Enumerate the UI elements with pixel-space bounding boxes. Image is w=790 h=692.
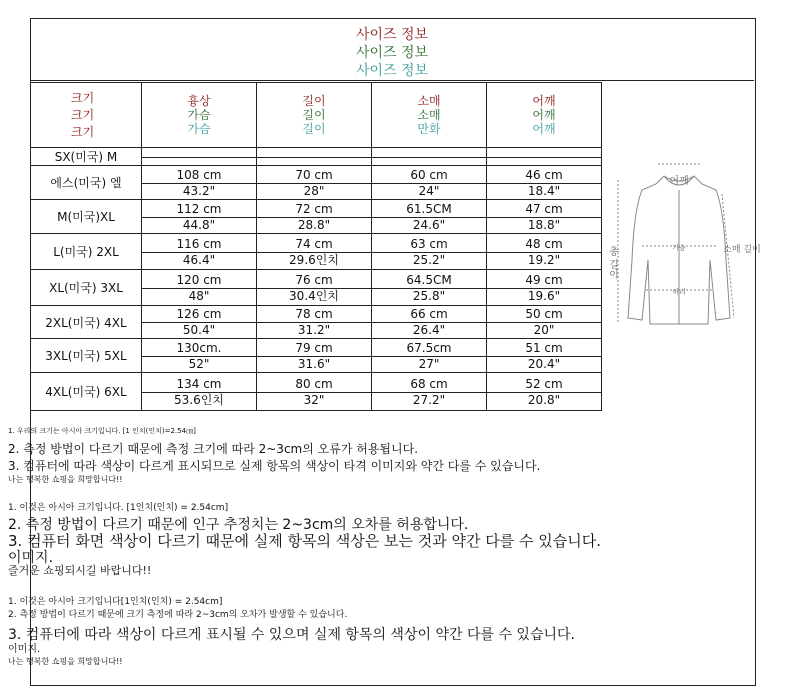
cell-sleeve [372,306,487,339]
diagram-sleeve-label: 소매 길이 [723,245,761,255]
row-size-label: 4XL(미국) 6XL [31,373,142,411]
cell-shoulder-cm: 50 cm [525,307,563,321]
cell-chest-cm: 108 cm [176,167,222,182]
row-size-label: 에스(미국) 엘 [31,166,142,200]
diagram-length-label: 총 길이 [606,246,618,280]
cell-shoulder [487,166,602,200]
cell-sleeve [372,166,487,200]
cell-sleeve-cm: 64.5CM [406,272,452,287]
cell-length-inch: 29.6인치 [257,252,371,267]
cell-shoulder-cm: 47 cm [525,201,563,216]
cell-sleeve-cm: 63 cm [410,236,448,251]
title-block [30,18,754,81]
cell-length-cm: 74 cm [295,236,333,251]
cell-sleeve-inch: 27" [372,356,486,371]
cell-sleeve [372,339,487,373]
cell-length-cm: 70 cm [295,167,333,182]
cell-shoulder-inch: 19.2" [487,252,601,267]
cell-shoulder-cm: 48 cm [525,236,563,251]
header-shoulder [487,83,602,148]
cell-chest-cm: 134 cm [176,376,222,391]
cell-length-inch: 31.6" [257,356,371,371]
cell-length [257,306,372,339]
title-line-2: 사이즈 정보 [355,45,429,61]
cell-length-cm: 78 cm [295,307,333,321]
row-size-label: 2XL(미국) 4XL [31,306,142,339]
cell-shoulder-cm: 51 cm [525,340,563,355]
header-sleeve-l1: 소매 [417,94,441,108]
table-row [31,148,602,166]
cell-chest [142,270,257,306]
cell-chest-cm: 130cm. [176,340,222,355]
header-chest-l3: 가슴 [187,122,211,136]
cell-shoulder-inch [487,157,601,158]
note-line: 2. 측정 방법이 다르기 때문에 측정 크기에 따라 2~3cm의 오류가 허용됩니다. [8,442,419,456]
note-line: 3. 컴퓨터에 따라 색상이 다르게 표시될 수 있으며 실제 항목의 색상이 약간 다를 수 있습니다. [8,627,575,643]
cell-shoulder-cm: 49 cm [525,272,563,287]
title-line-3: 사이즈 정보 [355,63,429,79]
cell-sleeve [372,234,487,270]
cell-sleeve-inch: 24" [372,183,486,198]
cell-length-cm: 72 cm [295,201,333,216]
cell-chest-inch: 52" [142,356,256,371]
cell-length [257,234,372,270]
cell-sleeve [372,373,487,411]
cell-length [257,200,372,234]
title-line-1: 사이즈 정보 [355,27,429,43]
cell-sleeve-inch: 26.4" [372,322,486,337]
cell-chest-inch: 48" [142,288,256,303]
header-length [257,83,372,148]
header-size [31,83,142,148]
note-line: 1. 우리의 크기는 아시아 크기입니다. [1 인치(인치)=2.54㎝] [8,427,196,435]
header-chest-l1: 흉상 [187,94,211,108]
cell-chest [142,306,257,339]
cell-shoulder [487,270,602,306]
note-line: 2. 측정 방법이 다르기 때문에 크기 측정에 따라 2~3cm의 오차가 발생할 수 있습니다. [8,610,348,620]
header-length-l3: 길이 [302,122,326,136]
cell-sleeve-cm: 61.5CM [406,201,452,216]
cell-length-cm: 79 cm [295,340,333,355]
header-shoulder-l3: 어깨 [532,122,556,136]
cell-shoulder-inch: 19.6" [487,288,601,303]
note-line: 3. 컴퓨터에 따라 색상이 다르게 표시되므로 실제 항목의 색상이 타격 이미지와 약간 다를 수 있습니다. [8,459,541,473]
cell-chest [142,339,257,373]
cell-chest [142,373,257,411]
cell-chest-inch: 43.2" [142,183,256,198]
cell-length [257,270,372,306]
cell-shoulder [487,234,602,270]
cell-shoulder-inch: 18.8" [487,217,601,232]
diagram-shoulder-label: 어깨 [669,176,689,187]
header-sleeve [372,83,487,148]
table-row [31,234,602,270]
table-row [31,306,602,339]
note-line: 나는 행복한 쇼핑을 희망합니다!! [8,657,123,666]
header-shoulder-l2: 어깨 [532,108,556,122]
cell-chest [142,200,257,234]
table-row [31,339,602,373]
cell-sleeve-inch: 27.2" [372,392,486,407]
cell-shoulder-inch: 20.4" [487,356,601,371]
table-row [31,166,602,200]
cell-shoulder-inch: 18.4" [487,183,601,198]
cell-shoulder-cm: 52 cm [525,376,563,391]
cell-sleeve-cm: 66 cm [410,307,448,321]
header-size-l2: 크기 [71,107,95,122]
cell-chest [142,234,257,270]
cell-chest-inch: 50.4" [142,322,256,337]
cell-chest-cm: 126 cm [176,307,222,321]
cell-chest-inch: 53.6인치 [142,392,256,407]
header-chest [142,83,257,148]
cell-sleeve-inch [372,157,486,158]
header-size-l3: 크기 [71,124,95,139]
cell-sleeve-cm: 68 cm [410,376,448,391]
header-size-l1: 크기 [71,90,95,105]
diagram-waist-label: 허리 [672,288,686,296]
note-line: 나는 행복한 쇼핑을 희망합니다!! [8,475,123,484]
shirt-diagram [604,150,761,422]
cell-shoulder [487,306,602,339]
cell-length [257,373,372,411]
cell-length-inch [257,157,371,158]
table-row [31,270,602,306]
cell-sleeve-inch: 25.2" [372,252,486,267]
cell-length [257,148,372,166]
header-length-l2: 길이 [302,108,326,122]
table-row [31,200,602,234]
cell-chest-cm: 112 cm [176,201,222,216]
cell-chest-inch [142,157,256,158]
cell-length-inch: 28.8" [257,217,371,232]
cell-chest-cm: 116 cm [176,236,222,251]
row-size-label: SX(미국) M [31,148,142,166]
header-sleeve-l3: 만화 [417,122,441,136]
note-line: 즐거운 쇼핑되시길 바랍니다!! [8,564,152,577]
header-length-l1: 길이 [302,94,326,108]
cell-shoulder [487,200,602,234]
cell-length-inch: 28" [257,183,371,198]
cell-chest-inch: 46.4" [142,252,256,267]
table-header-row [31,83,602,148]
note-line: 1. 이것은 아시아 크기입니다. [1인치(인치) = 2.54cm] [8,503,229,513]
table-row [31,373,602,411]
cell-sleeve-cm: 60 cm [410,167,448,182]
size-table [30,82,602,411]
cell-shoulder [487,373,602,411]
cell-shoulder [487,339,602,373]
cell-sleeve [372,200,487,234]
header-chest-l2: 가슴 [187,108,211,122]
cell-shoulder-inch: 20.8" [487,392,601,407]
cell-shoulder-inch: 20" [487,322,601,337]
cell-shoulder [487,148,602,166]
cell-length [257,339,372,373]
cell-chest [142,148,257,166]
cell-sleeve-inch: 25.8" [372,288,486,303]
cell-sleeve [372,148,487,166]
cell-length-cm: 80 cm [295,376,333,391]
note-line: 2. 측정 방법이 다르기 때문에 인구 추정치는 2~3cm의 오차를 허용합니다. [8,517,469,533]
header-shoulder-l1: 어깨 [532,94,556,108]
row-size-label: L(미국) 2XL [31,234,142,270]
cell-length-inch: 30.4인치 [257,288,371,303]
cell-chest [142,166,257,200]
row-size-label: 3XL(미국) 5XL [31,339,142,373]
cell-shoulder-cm: 46 cm [525,167,563,182]
row-size-label: M(미국)XL [31,200,142,234]
shirt-outline-icon [604,150,761,422]
note-line: 3. 컴퓨터 화면 색상이 다르기 때문에 실제 항목의 색상은 보는 것과 약간 다를 수 있습니다. [8,532,601,550]
cell-sleeve-inch: 24.6" [372,217,486,232]
note-line: 이미지. [8,644,41,655]
cell-length-inch: 32" [257,392,371,407]
cell-chest-cm: 120 cm [176,272,222,287]
cell-chest-inch: 44.8" [142,217,256,232]
header-sleeve-l2: 소매 [417,108,441,122]
note-line: 1. 이것은 아시아 크기입니다[1인치(인치) = 2.54cm] [8,597,223,607]
row-size-label: XL(미국) 3XL [31,270,142,306]
cell-length [257,166,372,200]
cell-length-cm: 76 cm [295,272,333,287]
cell-sleeve [372,270,487,306]
note-line: 이미지. [8,550,54,566]
cell-sleeve-cm: 67.5cm [406,340,452,355]
size-rows [31,148,602,411]
cell-length-inch: 31.2" [257,322,371,337]
diagram-chest-label: 가슴 [672,244,686,252]
